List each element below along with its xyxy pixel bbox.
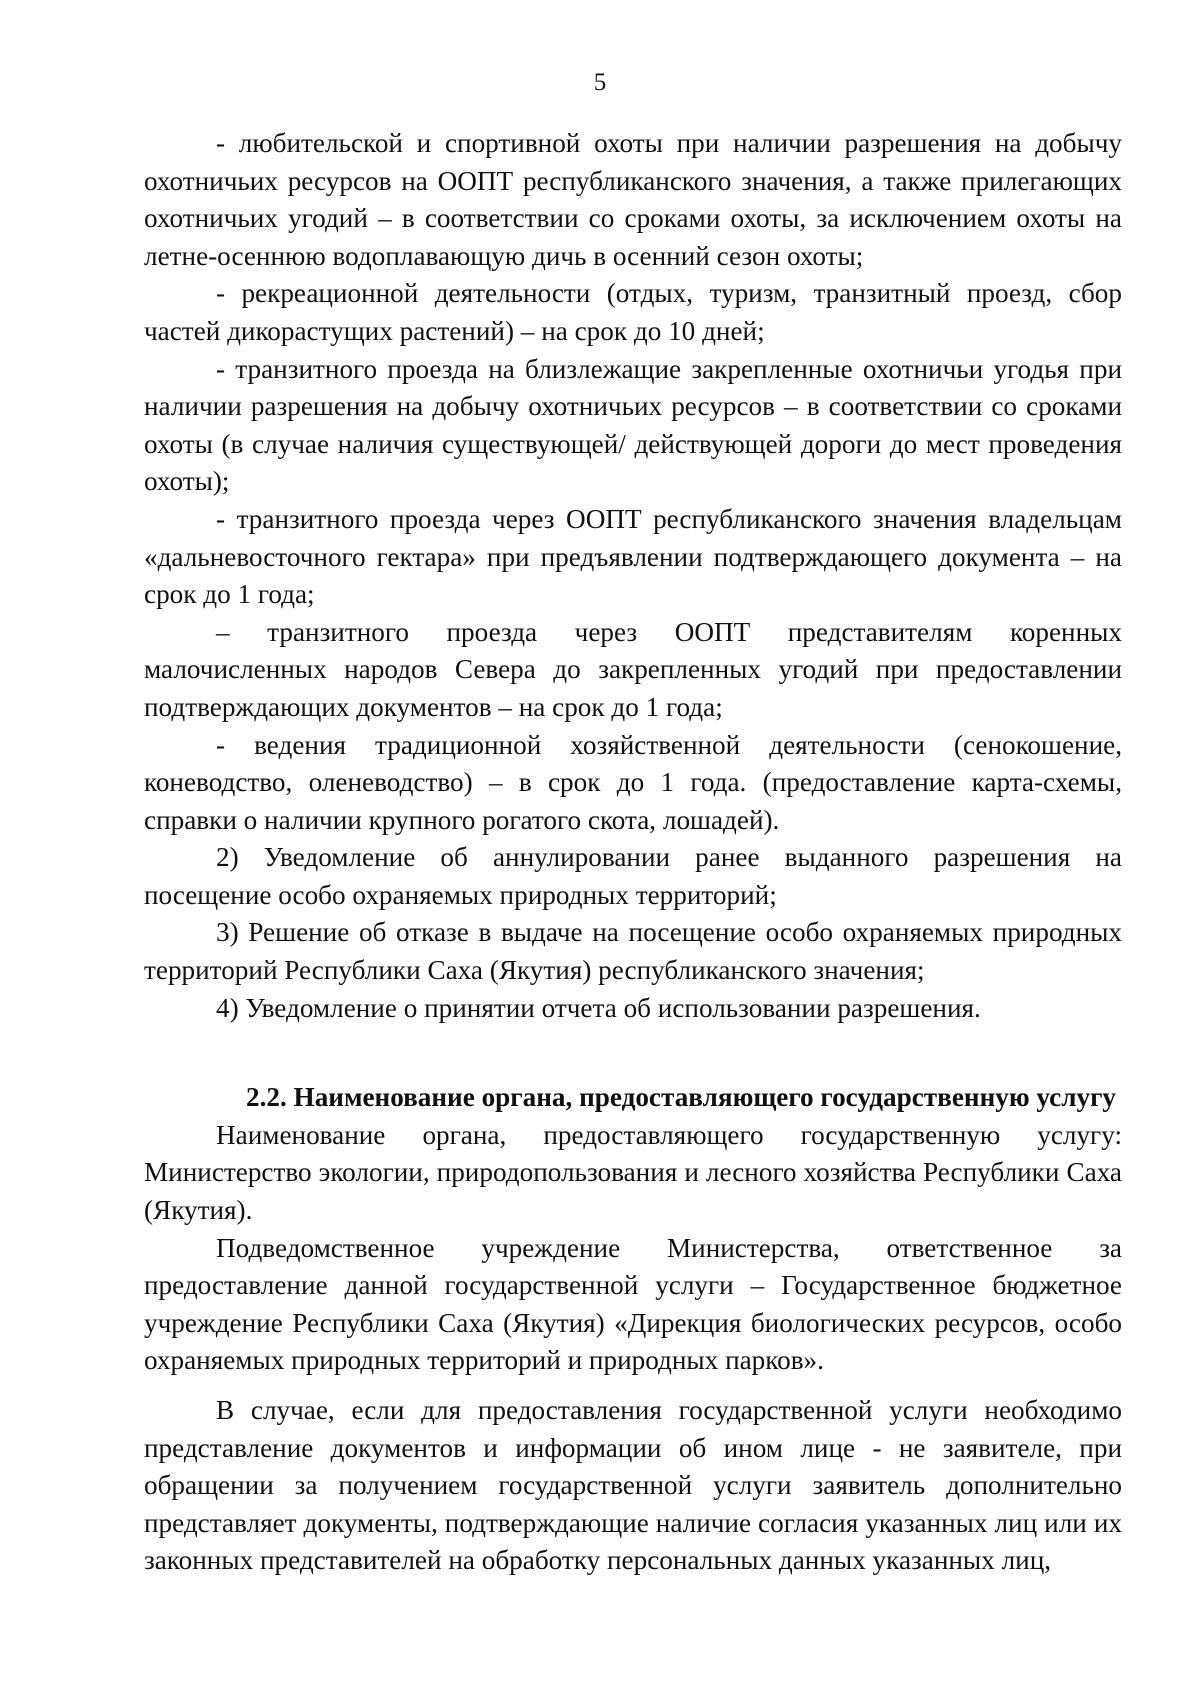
list-paragraph-cancellation-notice: 2) Уведомление об аннулировании ранее выданного разрешения на посещение особо охраняемых природных территорий; <box>144 842 1122 910</box>
list-paragraph-transit-hectare: - транзитного проезда через ООПТ республиканского значения владельцам «дальневосточного гектара» при предъявлении подтверждающего документа – на срок до 1 года; <box>144 503 1122 610</box>
document-body <box>144 125 1122 1580</box>
list-paragraph-refusal-decision: 3) Решение об отказе в выдаче на посещение особо охраняемых природных территорий Республики Саха (Якутия) республиканского значения; <box>144 917 1122 986</box>
list-paragraph-report-notice: 4) Уведомление о принятии отчета об использовании разрешения. <box>216 992 981 1023</box>
list-paragraph-transit-hunting: - транзитного проезда на близлежащие закрепленные охотничьи угодья при наличии разрешения на добычу охотничьих ресурсов – в соответствии со сроками охоты (в случае наличия существующей/ действующей дороги до мест проведения охоты); <box>144 353 1122 497</box>
list-paragraph-hunting: - любительской и спортивной охоты при наличии разрешения на добычу охотничьих ресурсов на ООПТ республиканского значения, а также прилегающих охотничьих угодий – в соответствии со сроками охоты, за исключением охоты на летне-осеннюю водоплавающую дичь в осенний сезон охоты; <box>144 128 1122 271</box>
section-paragraph-authority: Наименование органа, предоставляющего государственную услугу: Министерство экологии, природопользования и лесного хозяйства Республики Саха (Якутия). <box>144 1119 1122 1226</box>
section-paragraph-subordinate: Подведомственное учреждение Министерства, ответственное за предоставление данной государственной услуги – Государственное бюджетное учреждение Республики Саха (Якутия) «Дирекция биологических ресурсов, особо охраняемых природных территорий и природных парков». <box>144 1232 1122 1376</box>
list-paragraph-recreation: - рекреационной деятельности (отдых, туризм, транзитный проезд, сбор частей дикорастущих растений) – на срок до 10 дней; <box>144 278 1122 346</box>
list-paragraph-traditional-activity: - ведения традиционной хозяйственной деятельности (сенокошение, коневодство, оленеводство) – в срок до 1 года. (предоставление карта-схемы, справки о наличии крупного рогатого скота, лошадей). <box>144 729 1122 835</box>
list-paragraph-transit-indigenous: – транзитного проезда через ООПТ представителям коренных малочисленных народов Севера до закрепленных угодий при предоставлении подтверждающих документов – на срок до 1 года; <box>144 616 1122 722</box>
page-number: 5 <box>593 69 607 96</box>
section-heading: 2.2. Наименование органа, предоставляющего государственную услугу <box>245 1082 1117 1113</box>
section-paragraph-consent: В случае, если для предоставления государственной услуги необходимо представление документов и информации об ином лице - не заявителе, при обращении за получением государственной услуги заявитель дополнительно представляет документы, подтверждающие наличие согласия указанных лиц или их законных представителей на обработку персональных данных указанных лиц, <box>144 1395 1122 1576</box>
